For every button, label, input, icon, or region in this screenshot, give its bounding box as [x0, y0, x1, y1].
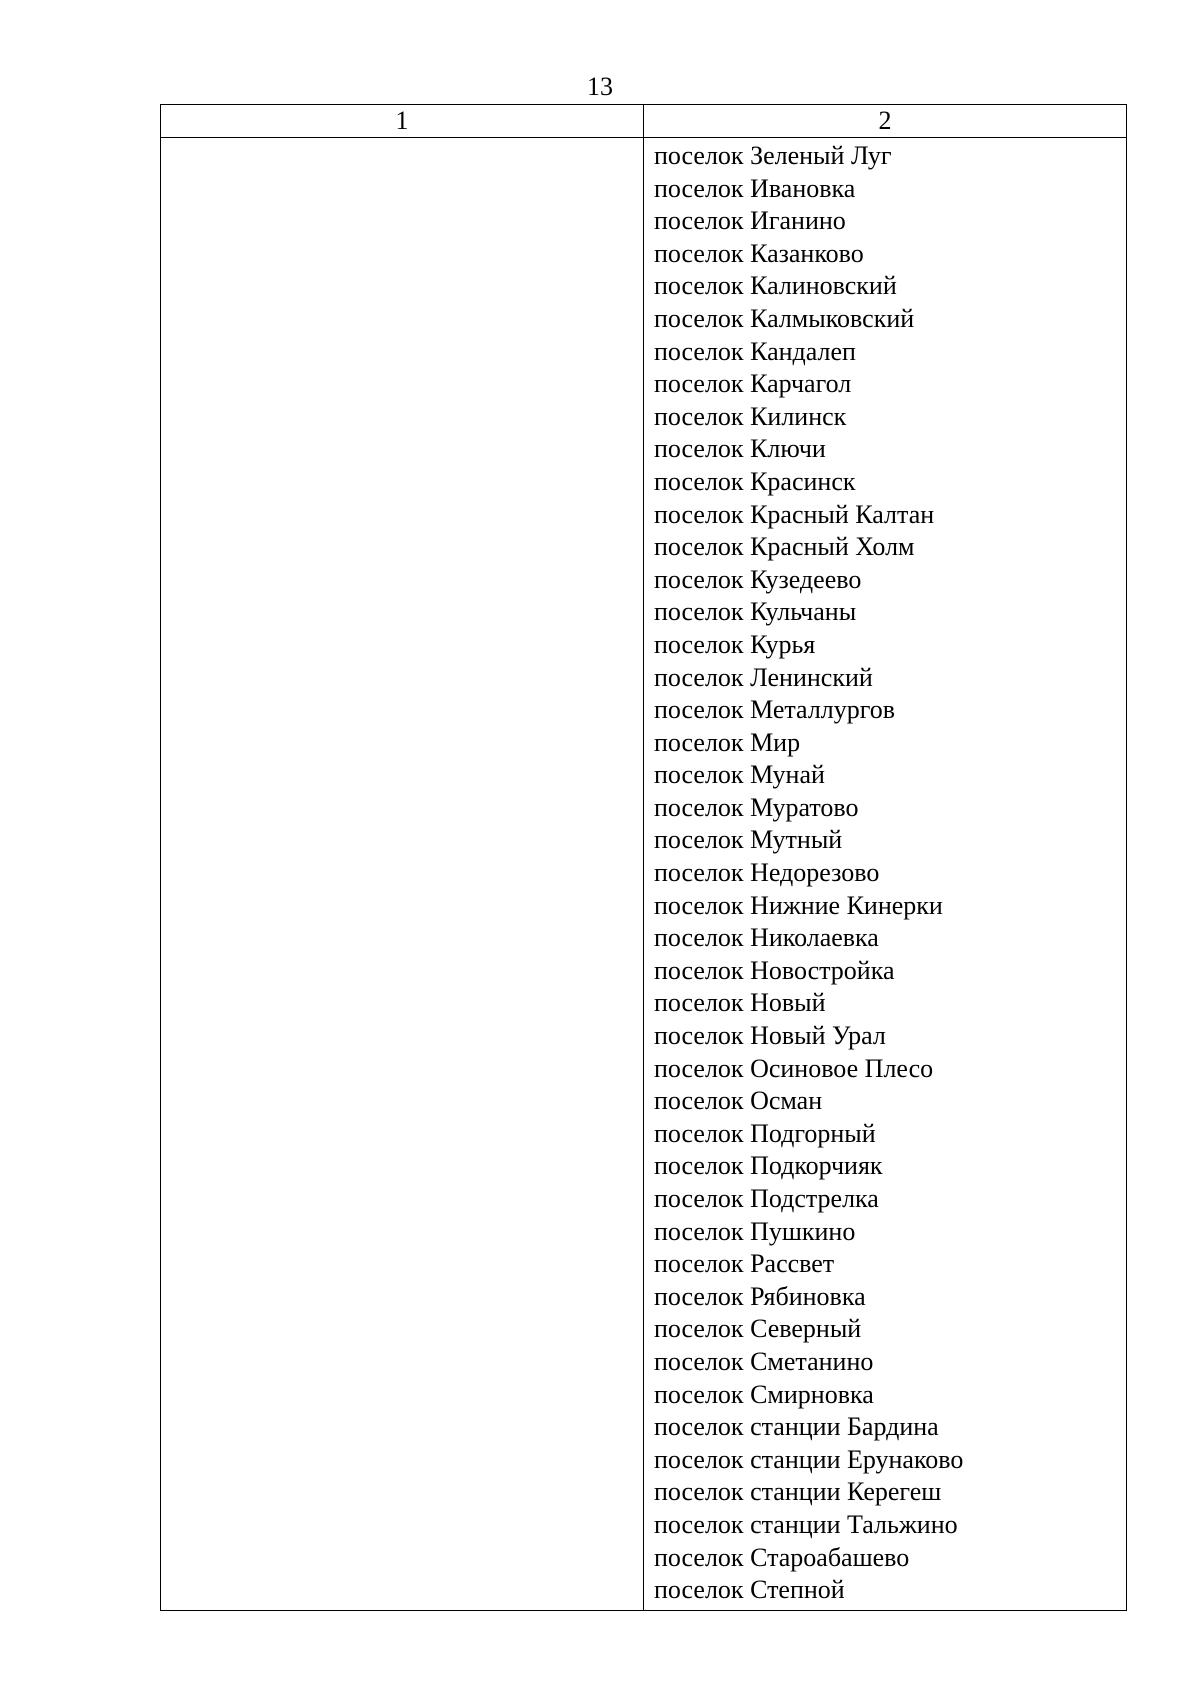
list-item: поселок Ивановка: [654, 173, 856, 203]
list-item: поселок Красинск: [654, 466, 856, 496]
list-item: поселок Новый Урал: [654, 1021, 886, 1051]
settlement-list: [644, 138, 1126, 1610]
list-item: поселок Рассвет: [654, 1249, 835, 1279]
list-item: поселок Казанково: [654, 238, 864, 268]
list-item: поселок Николаевка: [654, 923, 879, 953]
list-item: поселок Новостройка: [654, 955, 895, 985]
list-item: поселок станции Керегеш: [654, 1477, 942, 1507]
list-item: поселок Калиновский: [654, 271, 897, 301]
list-item: поселок Сметанино: [654, 1346, 874, 1376]
list-item: поселок станции Ерунаково: [654, 1444, 964, 1474]
list-item: поселок Подгорный: [654, 1118, 876, 1148]
table-row: [161, 138, 1127, 1611]
column-1-cell: [161, 138, 644, 1611]
list-item: поселок Металлургов: [654, 695, 896, 725]
column-header-2: 2: [644, 105, 1127, 138]
column-2-cell: [644, 138, 1127, 1611]
list-item: поселок Мутный: [654, 825, 843, 855]
list-item: поселок Курья: [654, 629, 816, 659]
list-item: поселок Ключи: [654, 434, 826, 464]
list-item: поселок Северный: [654, 1314, 862, 1344]
list-item: поселок Кузедеево: [654, 564, 862, 594]
settlements-table: [160, 104, 1127, 1611]
list-item: поселок Иганино: [654, 206, 846, 236]
list-item: поселок Красный Калтан: [654, 499, 935, 529]
list-item: поселок Карчагол: [654, 369, 852, 399]
list-item: поселок Пушкино: [654, 1216, 856, 1246]
list-item: поселок Степной: [654, 1575, 845, 1605]
list-item: поселок Муратово: [654, 792, 859, 822]
list-item: поселок Рябиновка: [654, 1281, 866, 1311]
list-item: поселок станции Бардина: [654, 1412, 939, 1442]
list-item: поселок Осиновое Плесо: [654, 1053, 934, 1083]
list-item: поселок Калмыковский: [654, 303, 915, 333]
list-item: поселок Кандалеп: [654, 336, 856, 366]
column-header-1: 1: [161, 105, 644, 138]
list-item: поселок Староабашево: [654, 1542, 910, 1572]
page-number: 13: [587, 72, 613, 101]
list-item: поселок Смирновка: [654, 1379, 874, 1409]
list-item: поселок Мир: [654, 727, 801, 757]
list-item: поселок Кульчаны: [654, 597, 857, 627]
list-item: поселок Новый: [654, 988, 826, 1018]
list-item: поселок Подкорчияк: [654, 1151, 883, 1181]
list-item: поселок Нижние Кинерки: [654, 890, 943, 920]
list-item: поселок Зеленый Луг: [654, 141, 892, 170]
list-item: поселок Подстрелка: [654, 1184, 879, 1213]
table-header-row: [161, 105, 1127, 138]
list-item: поселок Осман: [654, 1086, 823, 1116]
list-item: поселок Недорезово: [654, 858, 880, 888]
list-item: поселок Килинск: [654, 401, 847, 431]
list-item: поселок Ленинский: [654, 662, 873, 692]
list-item: поселок Мунай: [654, 760, 825, 790]
list-item: поселок станции Тальжино: [654, 1509, 958, 1539]
list-item: поселок Красный Холм: [654, 532, 915, 562]
